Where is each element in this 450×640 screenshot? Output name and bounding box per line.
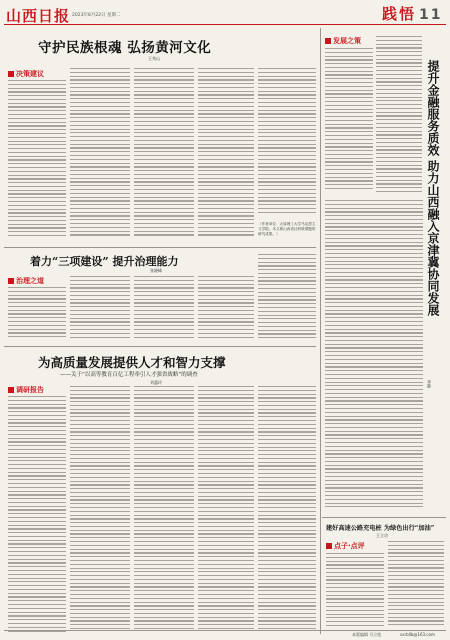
tag-square-icon <box>326 543 332 549</box>
article-3-body-col3 <box>134 386 194 634</box>
article-4-body-lower <box>325 200 423 512</box>
article-2-author: 张晓峰 <box>150 268 162 273</box>
article-2-bottom-rule <box>4 346 316 347</box>
article-5-body-col2 <box>388 541 444 629</box>
article-1-body-col4 <box>198 68 254 242</box>
page-section-label <box>382 3 443 24</box>
article-1-bottom-rule <box>4 247 316 248</box>
article-1-tag: 决策建议 <box>8 69 44 79</box>
article-1-body-col2 <box>70 68 130 242</box>
article-3-subtitle: ——关于“以高等教育百亿工程牵引人才强省战略”的调查 <box>60 372 198 378</box>
article-3-author: 刘惠玲 <box>150 380 162 385</box>
article-2-body-col1 <box>8 287 66 341</box>
tag-square-icon <box>8 71 14 77</box>
article-1-author: 王秀山 <box>148 56 160 61</box>
article-1-body-col3 <box>134 68 194 242</box>
article-2-body-col3 <box>134 276 194 341</box>
page-number: 11 <box>419 7 443 23</box>
article-3-tag: 调研报告 <box>8 385 44 395</box>
column-divider <box>320 28 321 634</box>
header-rule <box>4 24 446 25</box>
article-3-body-col4 <box>198 386 254 634</box>
tag-square-icon <box>8 387 14 393</box>
article-1-title: 守护民族根魂 弘扬黄河文化 <box>38 40 212 56</box>
tag-square-icon <box>325 38 331 44</box>
newspaper-logo: 山西日报 <box>6 7 71 25</box>
article-3-body-col1 <box>8 396 66 634</box>
article-3-title: 为高质量发展提供人才和智力支撑 <box>38 355 226 370</box>
article-1-footer-note: （作者单位：太原理工大学马克思主义学院。本文系山西省社科联课题的研究成果。） <box>258 222 316 236</box>
footer-rule <box>4 630 446 631</box>
article-2-body-col2 <box>70 276 130 341</box>
article-2-tag: 治理之道 <box>8 276 44 286</box>
article-4-tag: 发展之策 <box>325 36 361 46</box>
article-4-author: 李静 <box>427 380 432 388</box>
contact-email: sxrbllb@163.com <box>400 632 435 637</box>
article-3-body-col2 <box>70 386 130 634</box>
article-4-body-col1 <box>325 48 373 196</box>
section-name: 践悟 <box>382 5 417 23</box>
article-1-body-col1 <box>8 80 66 242</box>
article-4-body-col2 <box>376 36 422 196</box>
article-1-body-col5 <box>258 68 316 218</box>
article-3-body-col5 <box>258 386 316 634</box>
article-2-body-col4 <box>198 276 254 341</box>
article-4-title: 提升金融服务质效 助力山西融入京津冀协同发展 <box>426 60 440 317</box>
article-5-title: 建好高速公路充电桩 为绿色出行“加油” <box>326 525 435 532</box>
page-editor: 本版编辑 马立欣 <box>352 632 382 637</box>
article-2-title: 着力“三项建设” 提升治理能力 <box>30 255 179 268</box>
article-5-body-col1 <box>326 553 384 629</box>
article-2-body-col5 <box>258 254 316 341</box>
issue-date: 2023年8月22日 星期二 <box>72 13 121 18</box>
article-4-bottom-rule <box>322 517 446 518</box>
article-5-author: 王立功 <box>376 533 388 538</box>
article-5-tag: 点子·点评 <box>326 541 365 551</box>
tag-square-icon <box>8 278 14 284</box>
